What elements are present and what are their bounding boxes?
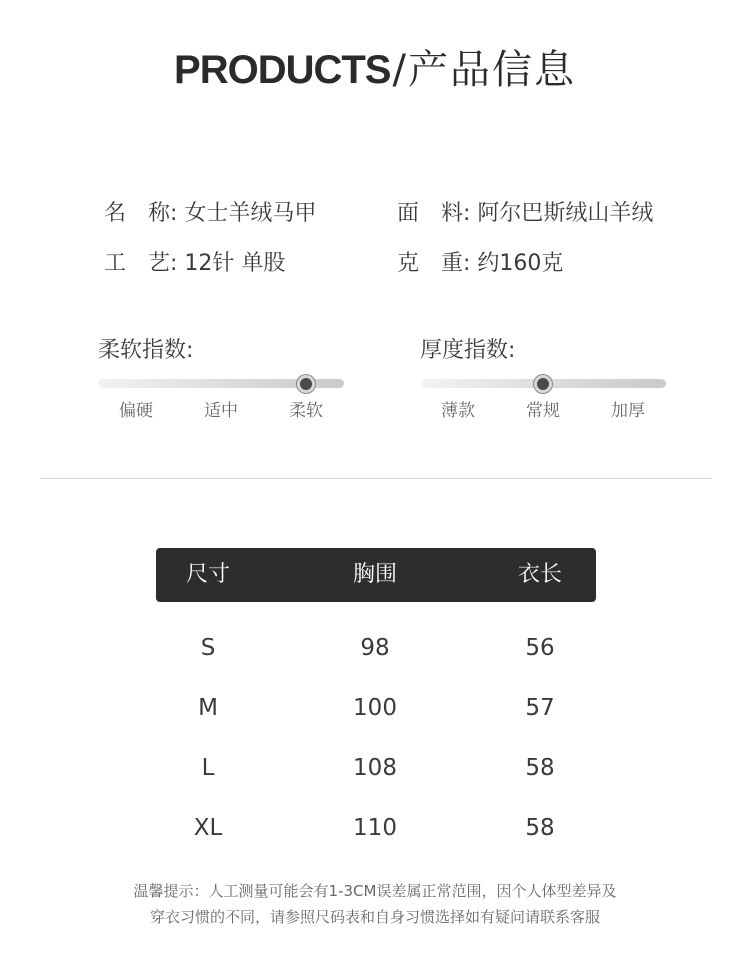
info-craft (104, 250, 285, 278)
info-fabric (397, 200, 653, 228)
info-fabric-value: 阿尔巴斯绒山羊绒 (477, 201, 654, 226)
cell-chest: 110 (353, 815, 397, 841)
cell-chest: 108 (353, 755, 397, 781)
size-table-header (156, 548, 596, 602)
cell-size: L (201, 755, 215, 781)
softness-tick-high: 柔软 (289, 401, 323, 421)
softness-knob (297, 375, 315, 393)
softness-tick-low: 偏硬 (119, 401, 153, 421)
cell-chest: 98 (360, 635, 390, 661)
info-name (104, 200, 316, 228)
title-en: PRODUCTS (174, 48, 391, 92)
info-fabric-label: 面 料: (397, 201, 471, 226)
thickness-tick-low: 薄款 (441, 401, 475, 421)
title-separator: / (392, 47, 406, 93)
cell-size: S (200, 635, 216, 661)
info-craft-value: 12针 单股 (184, 251, 286, 276)
note-line-1: 温馨提示：人工测量可能会有1-3CM误差属正常范围，因个人体型差异及 (133, 882, 617, 900)
info-weight-value: 约160克 (477, 251, 564, 276)
info-name-value: 女士羊绒马甲 (184, 201, 317, 226)
section-divider (40, 478, 712, 479)
cell-length: 58 (525, 755, 555, 781)
info-craft-label: 工 艺: (104, 251, 178, 276)
cell-size: M (198, 695, 218, 721)
cell-size: XL (193, 815, 223, 841)
header-chest: 胸围 (352, 562, 397, 587)
thickness-tick-mid: 常规 (526, 401, 560, 421)
header-size: 尺寸 (185, 562, 230, 587)
thickness-knob (534, 375, 552, 393)
cell-chest: 100 (353, 695, 397, 721)
softness-tick-mid: 适中 (204, 401, 238, 421)
info-name-label: 名 称: (104, 201, 178, 226)
softness-title: 柔软指数: (98, 338, 194, 363)
info-weight-label: 克 重: (397, 251, 471, 276)
cell-length: 58 (525, 815, 555, 841)
thickness-tick-high: 加厚 (611, 401, 645, 421)
title-zh: 产品信息 (407, 47, 576, 93)
info-weight (397, 250, 563, 278)
thickness-title: 厚度指数: (420, 338, 516, 363)
page-title (0, 46, 750, 94)
cell-length: 57 (525, 695, 555, 721)
note-line-2: 穿衣习惯的不同，请参照尺码表和自身习惯选择如有疑问请联系客服 (149, 908, 600, 926)
header-length: 衣长 (517, 562, 562, 587)
cell-length: 56 (525, 635, 555, 661)
